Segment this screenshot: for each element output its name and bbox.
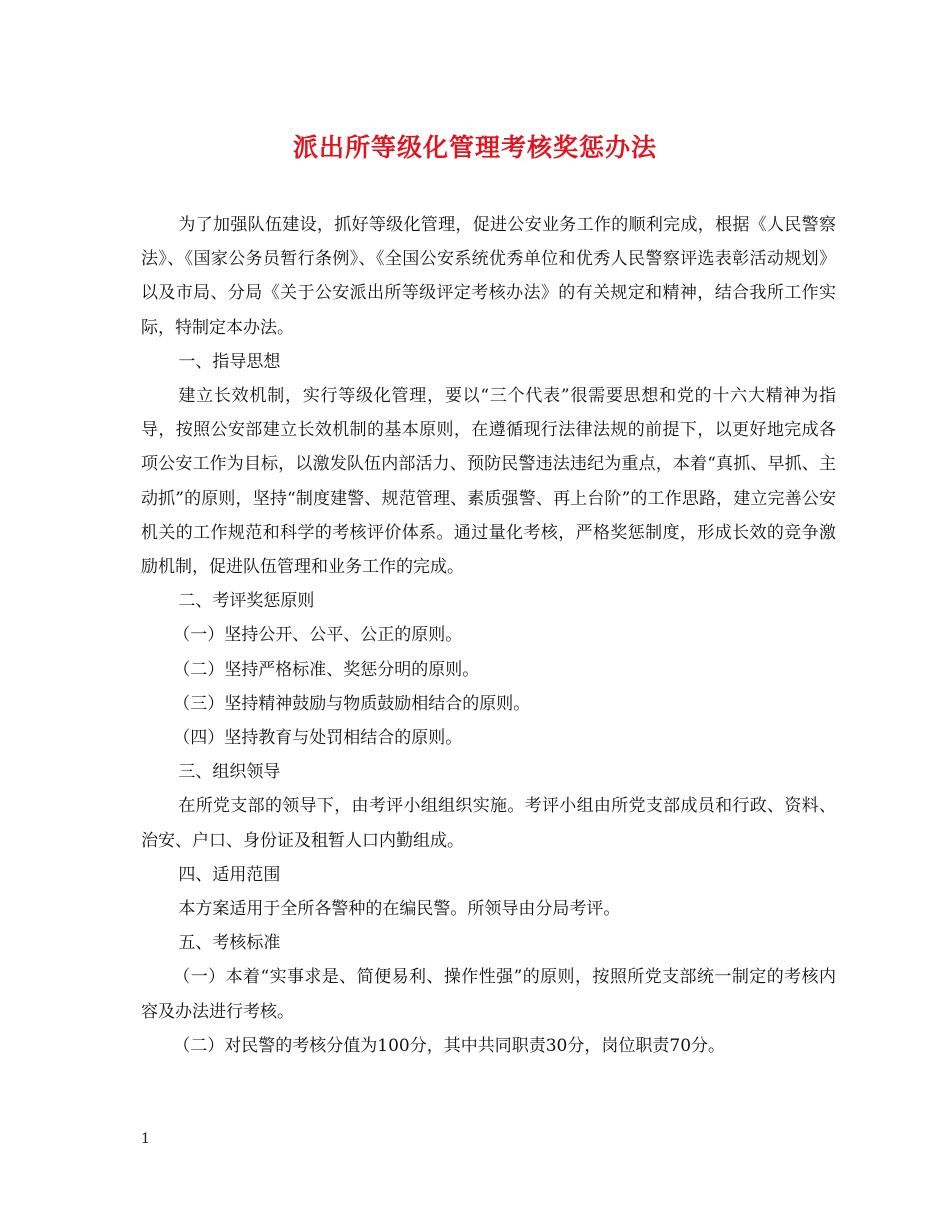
- principle-item: （一）坚持公开、公平、公正的原则。: [173, 625, 463, 646]
- section-heading-leadership: 三、组织领导: [178, 762, 281, 783]
- section-heading-scope: 四、适用范围: [178, 864, 281, 885]
- standard-item: （二）对民警的考核分值为100分，其中共同职责30分，岗位职责70分。: [173, 1035, 726, 1056]
- section-heading-guiding-thought: 一、指导思想: [178, 351, 281, 372]
- guiding-thought-paragraph: 建立长效机制，实行等级化管理，要以“三个代表”很需要思想和党的十六大精神为指导，按照公安部建立长效机制的基本原则，在遵循现行法律法规的前提下，以更好地完成各项公安工作为目标，以激发队伍内部活力、预防民警违法违纪为重点，本着“真抓、早抓、主动抓”的原则，坚持“制度建警、规范管理、素质强警、再上台阶”的工作思路，建立完善公安机关的工作规范和科学的考核评价体系。通过量化考核，严格奖惩制度，形成长效的竞争激励机制，促进队伍管理和业务工作的完成。: [141, 386, 836, 578]
- document-title: 派出所等级化管理考核奖惩办法: [292, 133, 657, 162]
- section-heading-standards: 五、考核标准: [178, 933, 281, 954]
- principle-item: （四）坚持教育与处罚相结合的原则。: [173, 728, 463, 749]
- principle-item: （三）坚持精神鼓励与物质鼓励相结合的原则。: [173, 693, 531, 714]
- scope-paragraph: 本方案适用于全所各警种的在编民警。所领导由分局考评。: [178, 899, 621, 920]
- document-body: [141, 208, 836, 1063]
- page-number: 1: [141, 1131, 150, 1147]
- section-heading-principles: 二、考评奖惩原则: [178, 591, 315, 612]
- principle-item: （二）坚持严格标准、奖惩分明的原则。: [173, 659, 480, 680]
- standard-item: （一）本着“实事求是、简便易利、操作性强”的原则，按照所党支部统一制定的考核内容及办法进行考核。: [141, 967, 836, 1022]
- leadership-paragraph: 在所党支部的领导下，由考评小组组织实施。考评小组由所党支部成员和行政、资料、治安、户口、身份证及租暂人口内勤组成。: [141, 796, 836, 851]
- intro-paragraph: 为了加强队伍建设，抓好等级化管理，促进公安业务工作的顺利完成，根据《人民警察法》、《国家公务员暂行条例》、《全国公安系统优秀单位和优秀人民警察评选表彰活动规划》以及市局、分局《关于公安派出所等级评定考核办法》的有关规定和精神，结合我所工作实际，特制定本办法。: [141, 215, 836, 338]
